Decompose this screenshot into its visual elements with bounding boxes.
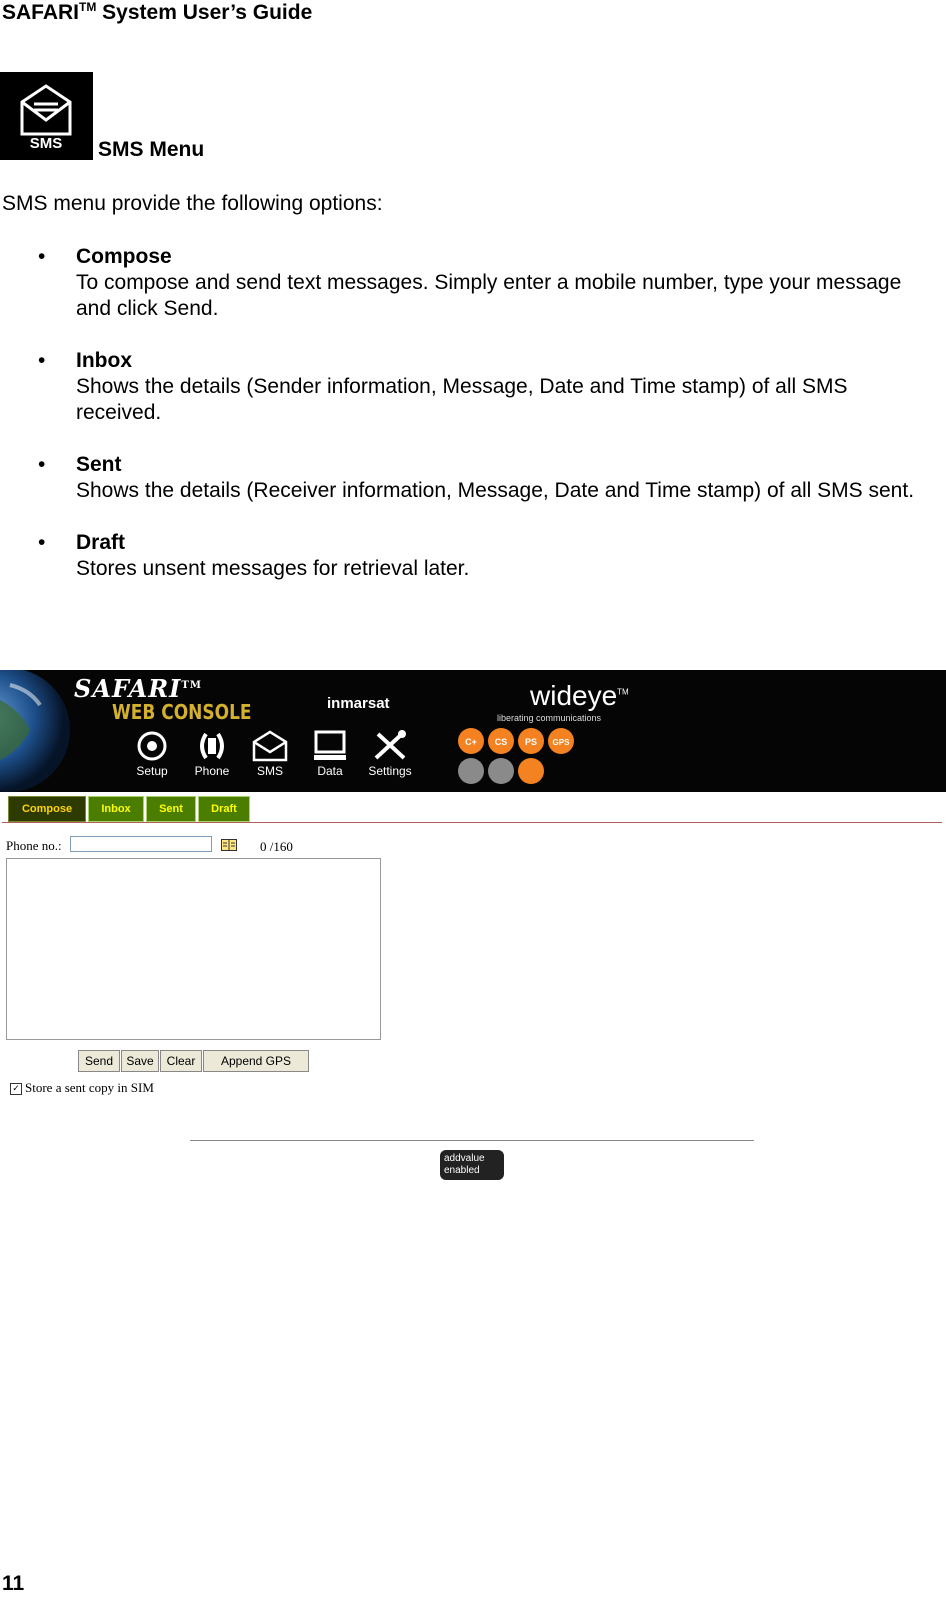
status-label: GPS bbox=[552, 738, 570, 747]
wideye-tm: TM bbox=[617, 687, 629, 697]
save-button[interactable]: Save bbox=[121, 1050, 159, 1072]
intro-text: SMS menu provide the following options: bbox=[2, 192, 383, 215]
character-counter: 0 /160 bbox=[260, 839, 293, 854]
document-title bbox=[2, 0, 312, 25]
section-heading: SMS Menu bbox=[98, 138, 205, 161]
nav-sms[interactable] bbox=[242, 730, 298, 778]
status-label: C+ bbox=[465, 737, 477, 747]
status-label: CS bbox=[494, 737, 508, 747]
tab-divider bbox=[2, 822, 942, 823]
nav-label: Data bbox=[317, 764, 343, 778]
gps-status-icon bbox=[548, 728, 574, 754]
cs-status-icon bbox=[488, 728, 514, 754]
page-number: 11 bbox=[2, 1572, 25, 1595]
ps-status-icon bbox=[518, 728, 544, 754]
earth-globe-icon bbox=[0, 670, 70, 792]
wideye-tagline: liberating communications bbox=[497, 713, 602, 723]
list-item bbox=[38, 452, 938, 504]
computer-icon bbox=[310, 730, 350, 762]
badge-line2: enabled bbox=[444, 1165, 480, 1176]
phone-label: Phone no.: bbox=[6, 838, 62, 853]
option-description: To compose and send text messages. Simply enter a mobile number, type your message and click Send. bbox=[76, 271, 902, 320]
options-list bbox=[38, 244, 938, 608]
wideye-logo-text: wideye bbox=[530, 680, 618, 711]
status-label: PS bbox=[524, 737, 538, 747]
bullet-icon: • bbox=[38, 349, 46, 372]
nav-data[interactable] bbox=[302, 730, 358, 778]
phone-number-input[interactable] bbox=[70, 836, 212, 852]
addvalue-badge bbox=[440, 1150, 504, 1180]
nav-settings[interactable] bbox=[362, 730, 418, 778]
send-button[interactable]: Send bbox=[78, 1050, 120, 1072]
option-description: Stores unsent messages for retrieval later. bbox=[76, 557, 470, 580]
message-textarea[interactable] bbox=[6, 858, 381, 1040]
safari-logo-text: SAFARI bbox=[74, 674, 182, 703]
option-title: Draft bbox=[76, 531, 126, 554]
option-title: Compose bbox=[76, 245, 172, 268]
store-copy-label: Store a sent copy in SIM bbox=[25, 1080, 154, 1095]
option-description: Shows the details (Receiver information, Message, Date and Time stamp) of all SMS sent. bbox=[76, 479, 915, 502]
nav-label: Settings bbox=[368, 764, 412, 778]
nav-setup[interactable] bbox=[124, 730, 180, 778]
tab-sent[interactable]: Sent bbox=[146, 796, 196, 822]
settings-tools-icon bbox=[370, 730, 410, 762]
nav-label: SMS bbox=[256, 764, 283, 778]
sms-icon bbox=[250, 730, 290, 762]
clear-button[interactable]: Clear bbox=[160, 1050, 202, 1072]
web-console-logo: WEB CONSOLE bbox=[112, 700, 252, 724]
circuit-switched-icon bbox=[458, 728, 484, 754]
list-item bbox=[38, 244, 938, 322]
store-copy-checkbox[interactable]: ✓ bbox=[10, 1083, 22, 1095]
computer-status-icon bbox=[458, 758, 484, 784]
badge-line1: addvalue bbox=[444, 1153, 485, 1164]
tab-draft[interactable]: Draft bbox=[198, 796, 250, 822]
bullet-icon: • bbox=[38, 531, 46, 554]
option-title: Sent bbox=[76, 453, 122, 476]
safari-logo bbox=[74, 674, 202, 703]
phone-icon bbox=[192, 730, 232, 762]
footer-divider bbox=[190, 1140, 754, 1141]
sms-logo-label: SMS bbox=[29, 135, 63, 152]
inmarsat-logo: inmarsat bbox=[327, 695, 390, 712]
lock-icon bbox=[488, 758, 514, 784]
option-description: Shows the details (Sender information, Message, Date and Time stamp) of all SMS received. bbox=[76, 375, 848, 424]
trademark-mark: TM bbox=[79, 0, 97, 14]
tab-compose[interactable]: Compose bbox=[8, 796, 86, 822]
list-item bbox=[38, 348, 938, 426]
list-item bbox=[38, 530, 938, 582]
nav-label: Phone bbox=[194, 764, 230, 778]
append-gps-button[interactable]: Append GPS bbox=[203, 1050, 309, 1072]
setup-icon bbox=[132, 730, 172, 762]
wideye-logo bbox=[530, 680, 629, 712]
nav-phone[interactable] bbox=[184, 730, 240, 778]
web-console-screenshot bbox=[0, 670, 946, 1190]
signal-icon bbox=[518, 758, 544, 784]
nav-label: Setup bbox=[136, 764, 168, 778]
address-book-icon[interactable] bbox=[221, 838, 237, 850]
safari-tm: TM bbox=[181, 680, 202, 691]
bullet-icon: • bbox=[38, 245, 46, 268]
sms-envelope-icon bbox=[0, 72, 93, 160]
store-copy-option bbox=[10, 1080, 154, 1096]
console-banner bbox=[0, 670, 946, 792]
title-suffix: System User’s Guide bbox=[96, 1, 313, 24]
title-text: SAFARI bbox=[2, 1, 80, 24]
option-title: Inbox bbox=[76, 349, 132, 372]
bullet-icon: • bbox=[38, 453, 46, 476]
tab-inbox[interactable]: Inbox bbox=[88, 796, 144, 822]
